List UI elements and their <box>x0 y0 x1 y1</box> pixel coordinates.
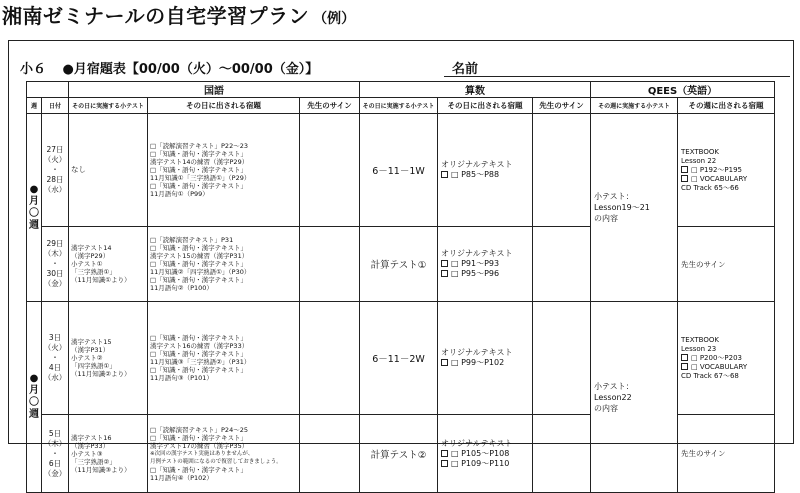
section-english: QEES（英語） <box>591 82 775 98</box>
blank-corner <box>27 82 69 98</box>
table-row <box>27 302 775 415</box>
example-label: （例） <box>313 11 356 27</box>
col-jp-test: その日に実施する小テスト <box>69 98 148 114</box>
jp-sign-cell[interactable] <box>300 415 360 493</box>
col-math-homework: その日に出される宿題 <box>438 98 533 114</box>
section-math: 算数 <box>360 82 591 98</box>
jp-homework-cell: □「知識・語句・漢字テキスト」 漢字テスト16の練習（漢字P33） □「知識・語句・漢字テキスト」 11月知識③「三字熟語②」（P31） □「知識・語句・漢字テキスト」 11月語句③（P101） <box>148 302 300 415</box>
qees-sign-cell[interactable]: 先生のサイン <box>678 415 775 493</box>
col-jp-homework: その日に出される宿題 <box>148 98 300 114</box>
math-homework-cell: オリジナルテキスト □ P99～P102 <box>438 302 533 415</box>
sheet-title: ●月宿題表【00/00（火）～00/00（金）】 <box>62 62 319 77</box>
col-jp-sign: 先生のサイン <box>300 98 360 114</box>
week-label: ● 月 〇 週 <box>27 114 42 302</box>
jp-homework-cell: □「読解演習テキスト」P31 □「知識・語句・漢字テキスト」 漢字テスト15の練習（漢字P31） □「知識・語句・漢字テキスト」 11月知識②「四字熟語①」（P30） □「知識・語句・漢字テキスト」 11月語句②（P100） <box>148 227 300 302</box>
checkbox[interactable] <box>681 354 688 361</box>
col-week: 週 <box>27 98 42 114</box>
jp-sign-cell[interactable] <box>300 302 360 415</box>
col-qees-test: その週に実施する小テスト <box>591 98 678 114</box>
math-sign-cell[interactable] <box>533 415 591 493</box>
date-cell: 3日 （火） ・ 4日 （水） <box>42 302 69 415</box>
math-test-cell: 6－11－1W <box>360 114 438 227</box>
math-homework-cell: オリジナルテキスト □ P85～P88 <box>438 114 533 227</box>
name-label: 名前 <box>452 62 479 77</box>
math-homework-cell: オリジナルテキスト □ P91～P93 □ P95～P96 <box>438 227 533 302</box>
jp-test-cell: 漢字テスト14 （漢字P29） 小テスト① 「三字熟語①」 （11月知識①より） <box>69 227 148 302</box>
jp-homework-cell: □「読解演習テキスト」P22～23 □「知識・語句・漢字テキスト」 漢字テスト14の練習（漢字P29） □「知識・語句・漢字テキスト」 11月知識①「三字熟語①」（P29） □「知識・語句・漢字テキスト」 11月語句①（P99） <box>148 114 300 227</box>
grade-label: 小６ <box>20 62 47 77</box>
qees-test-cell: 小テスト： Lesson22 の内容 <box>591 302 678 493</box>
qees-homework-cell: TEXTBOOK Lesson 23 □ P200～P203 □ VOCABULARY CD Track 67～68 <box>678 302 775 415</box>
homework-table <box>26 81 775 493</box>
checkbox[interactable] <box>681 175 688 182</box>
math-test-cell: 計算テスト① <box>360 227 438 302</box>
math-sign-cell[interactable] <box>533 302 591 415</box>
jp-sign-cell[interactable] <box>300 114 360 227</box>
page-header <box>2 0 355 30</box>
section-japanese: 国語 <box>69 82 360 98</box>
col-qees-homework: その週に出される宿題 <box>678 98 775 114</box>
qees-homework-cell: TEXTBOOK Lesson 22 □ P192～P195 □ VOCABULARY CD Track 65～66 <box>678 114 775 227</box>
name-field-line[interactable] <box>444 76 790 77</box>
date-cell: 5日 （木） ・ 6日 （金） <box>42 415 69 493</box>
checkbox[interactable] <box>441 450 448 457</box>
checkbox[interactable] <box>441 270 448 277</box>
section-header-row <box>27 82 775 98</box>
jp-test-cell: なし <box>69 114 148 227</box>
jp-sign-cell[interactable] <box>300 227 360 302</box>
col-math-test: その日に実施する小テスト <box>360 98 438 114</box>
math-test-cell: 6－11－2W <box>360 302 438 415</box>
checkbox[interactable] <box>441 260 448 267</box>
math-sign-cell[interactable] <box>533 227 591 302</box>
math-sign-cell[interactable] <box>533 114 591 227</box>
col-math-sign: 先生のサイン <box>533 98 591 114</box>
week-label: ● 月 〇 週 <box>27 302 42 493</box>
jp-test-cell: 漢字テスト16 （漢字P33） 小テスト③ 「三字熟語②」 （11月知識③より） <box>69 415 148 493</box>
qees-sign-cell[interactable]: 先生のサイン <box>678 227 775 302</box>
column-header-row <box>27 98 775 114</box>
checkbox[interactable] <box>441 460 448 467</box>
date-cell: 27日 （火） ・ 28日 （水） <box>42 114 69 227</box>
jp-homework-cell: □「読解演習テキスト」P24～25 □「知識・語句・漢字テキスト」 漢字テスト17の練習（漢字P35） ※次回の漢字テスト実施はありませんが、 月例テストの範囲になるので復習しておきましょう。 □「知識・語句・漢字テキスト」 11月語句④（P102） <box>148 415 300 493</box>
date-cell: 29日 （木） ・ 30日 （金） <box>42 227 69 302</box>
math-test-cell: 計算テスト② <box>360 415 438 493</box>
checkbox[interactable] <box>441 359 448 366</box>
jp-test-cell: 漢字テスト15 （漢字P31） 小テスト② 「四字熟語①」 （11月知識②より） <box>69 302 148 415</box>
table-row <box>27 114 775 227</box>
checkbox[interactable] <box>681 166 688 173</box>
page-title: 湘南ゼミナールの自宅学習プラン <box>2 4 310 28</box>
sheet-title-row <box>20 58 318 77</box>
checkbox[interactable] <box>441 171 448 178</box>
checkbox[interactable] <box>681 363 688 370</box>
math-homework-cell: オリジナルテキスト □ P105～P108 □ P109～P110 <box>438 415 533 493</box>
col-date: 日付 <box>42 98 69 114</box>
qees-test-cell: 小テスト： Lesson19～21 の内容 <box>591 114 678 302</box>
